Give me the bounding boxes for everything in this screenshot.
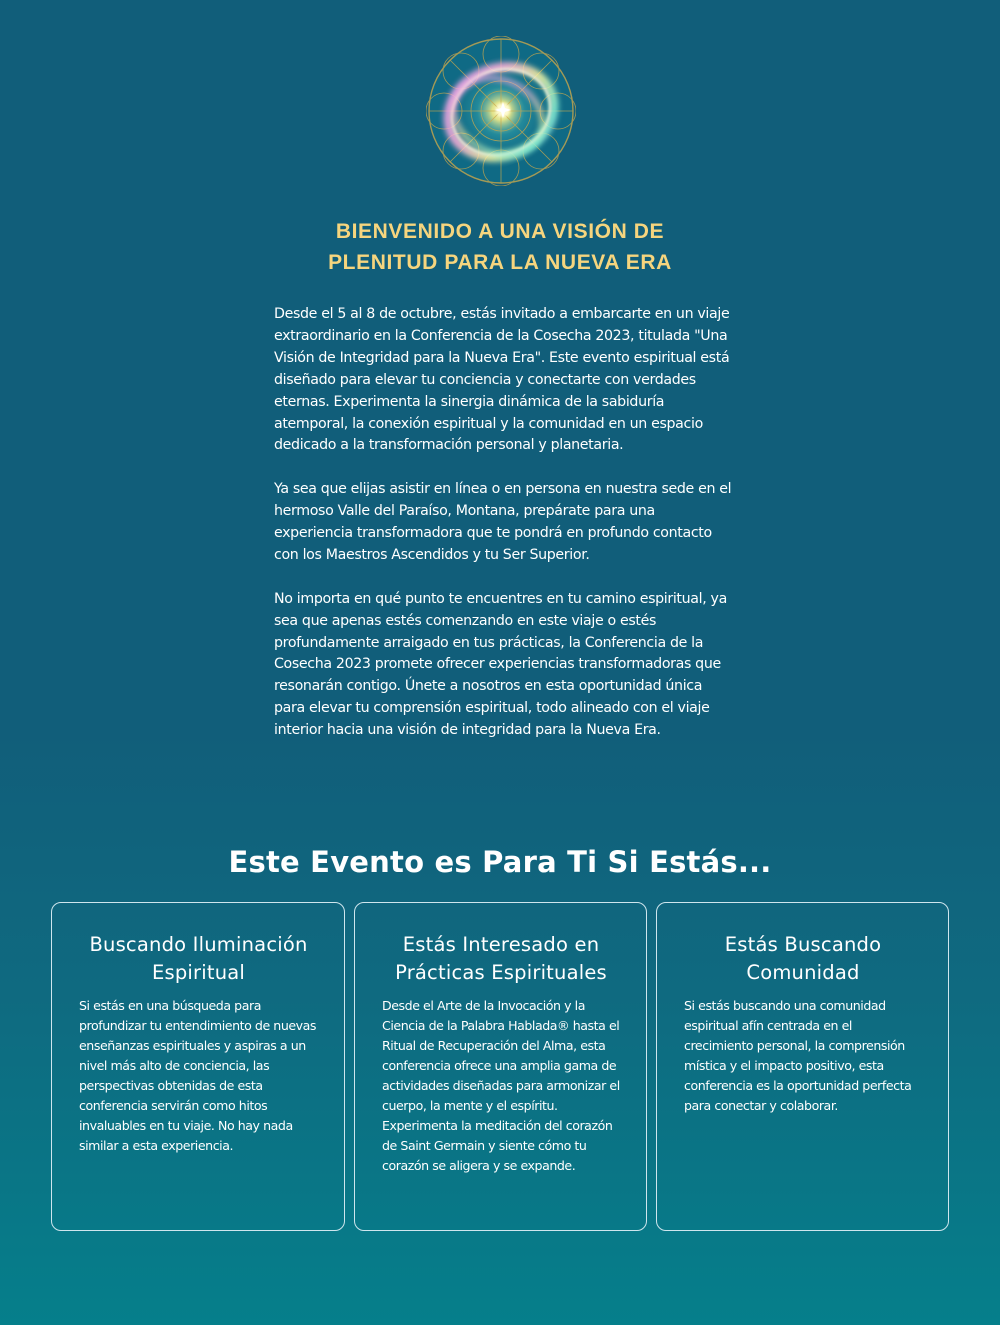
card-body: Si estás en una búsqueda para profundizar tu entendimiento de nuevas enseñanzas espirituales y aspiras a un nivel más alto de conciencia, las perspectivas obtenidas de esta conferencia servirán como hitos invaluables en tu viaje. No hay nada similar a esta experiencia. — [79, 998, 317, 1153]
conference-logo — [426, 36, 576, 186]
glowing-mandala-orb-icon — [426, 36, 576, 186]
card-title: Buscando Iluminación Espiritual — [89, 933, 308, 984]
welcome-title — [250, 216, 750, 278]
welcome-title-line-1: BIENVENIDO A UNA VISIÓN DE — [335, 220, 665, 243]
card-body: Desde el Arte de la Invocación y la Ciencia de la Palabra Hablada® hasta el Ritual de Recuperación del Alma, esta conferencia ofrece una amplia gama de actividades diseñadas para armonizar el cuerpo, la mente y el espíritu. Experimenta la meditación del corazón de Saint Germain y siente cómo tu corazón se aligera y se expande. — [382, 998, 620, 1173]
audience-card-community — [656, 902, 949, 1231]
intro-paragraph: Ya sea que elijas asistir en línea o en persona en nuestra sede en el hermoso Valle del Paraíso, Montana, prepárate para una experiencia transformadora que te pondrá en profundo contacto con los Maestros Ascendidos y tu Ser Superior. — [274, 481, 732, 563]
audience-section-title: Este Evento es Para Ti Si Estás... — [228, 845, 772, 879]
intro-paragraph: Desde el 5 al 8 de octubre, estás invitado a embarcarte en un viaje extraordinario en la Conferencia de la Cosecha 2023, titulada "Una Visión de Integridad para la Nueva Era". Este evento espiritual está diseñado para elevar tu conciencia y conectarte con verdades eternas. Experimenta la sinergia dinámica de la sabiduría atemporal, la conexión espiritual y la comunidad en un espacio dedicado a la transformación personal y planetaria. — [274, 306, 730, 454]
card-title: Estás Interesado en Prácticas Espirituales — [395, 933, 607, 984]
card-body: Si estás buscando una comunidad espiritual afín centrada en el crecimiento personal, la comprensión mística y el impacto positivo, esta conferencia es la oportunidad perfecta para conectar y colaborar. — [684, 998, 912, 1113]
audience-card-spiritual-enlightenment — [51, 902, 345, 1231]
welcome-title-line-2: PLENITUD PARA LA NUEVA ERA — [328, 251, 672, 274]
card-title: Estás Buscando Comunidad — [724, 933, 882, 984]
intro-text — [274, 304, 736, 764]
audience-card-spiritual-practices — [354, 902, 647, 1231]
intro-paragraph: No importa en qué punto te encuentres en tu camino espiritual, ya sea que apenas estés comenzando en este viaje o estés profundamente arraigado en tus prácticas, la Conferencia de la Cosecha 2023 promete ofrecer experiencias transformadoras que resonarán contigo. Únete a nosotros en esta oportunidad única para elevar tu comprensión espiritual, todo alineado con el viaje interior hacia una visión de integridad para la Nueva Era. — [274, 590, 727, 739]
